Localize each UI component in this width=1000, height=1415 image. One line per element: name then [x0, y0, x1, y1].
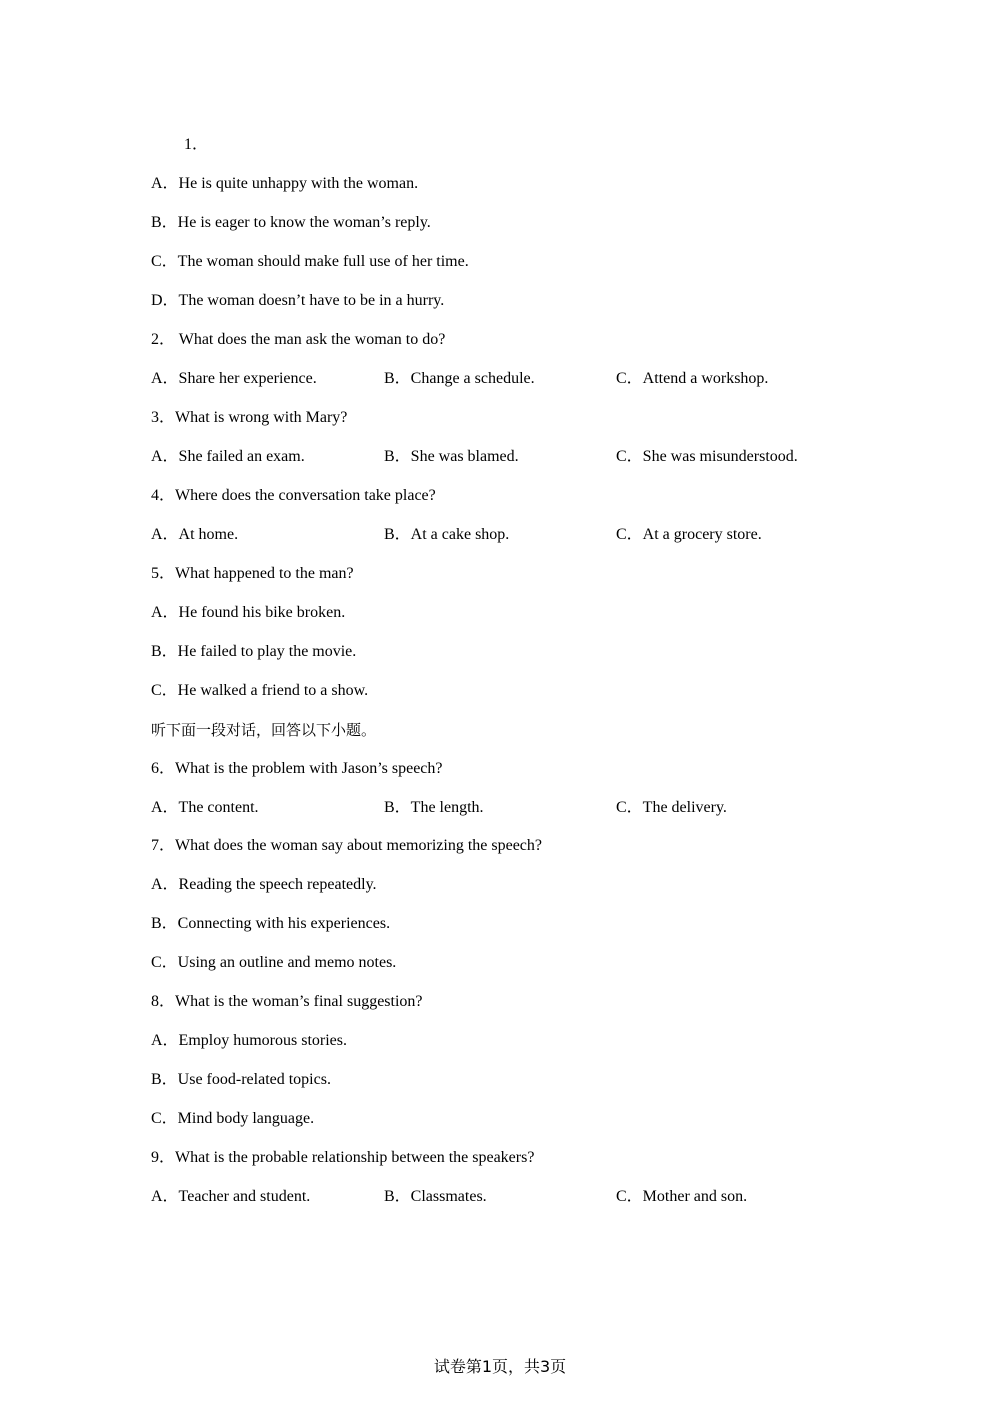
question-1-number: 1．	[184, 136, 209, 153]
q1-option-d: D．The woman doesn’t have to be in a hurry.	[151, 292, 445, 309]
question-3: 3．What is wrong with Mary?	[151, 409, 348, 426]
q4-option-a: A．At home.	[151, 526, 239, 543]
q9-option-c: C．Mother and son.	[616, 1188, 748, 1205]
q4-options-row	[151, 525, 911, 545]
q9-options-row	[151, 1187, 911, 1207]
q7-option-c: C．Using an outline and memo notes.	[151, 954, 397, 971]
question-5: 5．What happened to the man?	[151, 565, 354, 582]
q3-option-a: A．She failed an exam.	[151, 448, 305, 465]
q5-option-c: C．He walked a friend to a show.	[151, 682, 369, 699]
q3-option-b: B．She was blamed.	[384, 448, 519, 465]
q7-option-b: B．Connecting with his experiences.	[151, 915, 391, 932]
q2-option-b: B．Change a schedule.	[384, 370, 535, 387]
q1-option-c: C．The woman should make full use of her time.	[151, 253, 469, 270]
q4-option-c: C．At a grocery store.	[616, 526, 762, 543]
page-footer: 试卷第1页，共3页	[433, 1357, 567, 1376]
q3-options-row	[151, 447, 911, 467]
q7-option-a: A．Reading the speech repeatedly.	[151, 876, 377, 893]
question-9: 9．What is the probable relationship between the speakers?	[151, 1149, 535, 1166]
q4-option-b: B．At a cake shop.	[384, 526, 510, 543]
question-4: 4．Where does the conversation take place?	[151, 487, 436, 504]
q9-option-b: B．Classmates.	[384, 1188, 487, 1205]
q8-option-b: B．Use food-related topics.	[151, 1071, 331, 1088]
question-7: 7．What does the woman say about memorizing the speech?	[151, 837, 542, 854]
q5-option-b: B．He failed to play the movie.	[151, 643, 357, 660]
q2-option-c: C．Attend a workshop.	[616, 370, 769, 387]
q3-option-c: C．She was misunderstood.	[616, 448, 798, 465]
q6-option-b: B．The length.	[384, 799, 484, 816]
q6-options-row	[151, 798, 911, 818]
q9-option-a: A．Teacher and student.	[151, 1188, 311, 1205]
q1-option-a: A．He is quite unhappy with the woman.	[151, 175, 419, 192]
question-8: 8．What is the woman’s final suggestion?	[151, 993, 423, 1010]
q8-option-a: A．Employ humorous stories.	[151, 1032, 347, 1049]
q2-option-a: A．Share her experience.	[151, 370, 317, 387]
q5-option-a: A．He found his bike broken.	[151, 604, 346, 621]
q6-option-c: C．The delivery.	[616, 799, 727, 816]
q1-option-b: B．He is eager to know the woman’s reply.	[151, 214, 431, 231]
question-2: 2． What does the man ask the woman to do?	[151, 331, 446, 348]
section-instruction: 听下面一段对话，回答以下小题。	[151, 721, 377, 739]
q8-option-c: C．Mind body language.	[151, 1110, 315, 1127]
q6-option-a: A．The content.	[151, 799, 259, 816]
q2-options-row	[151, 369, 911, 389]
question-6: 6．What is the problem with Jason’s speech?	[151, 760, 443, 777]
